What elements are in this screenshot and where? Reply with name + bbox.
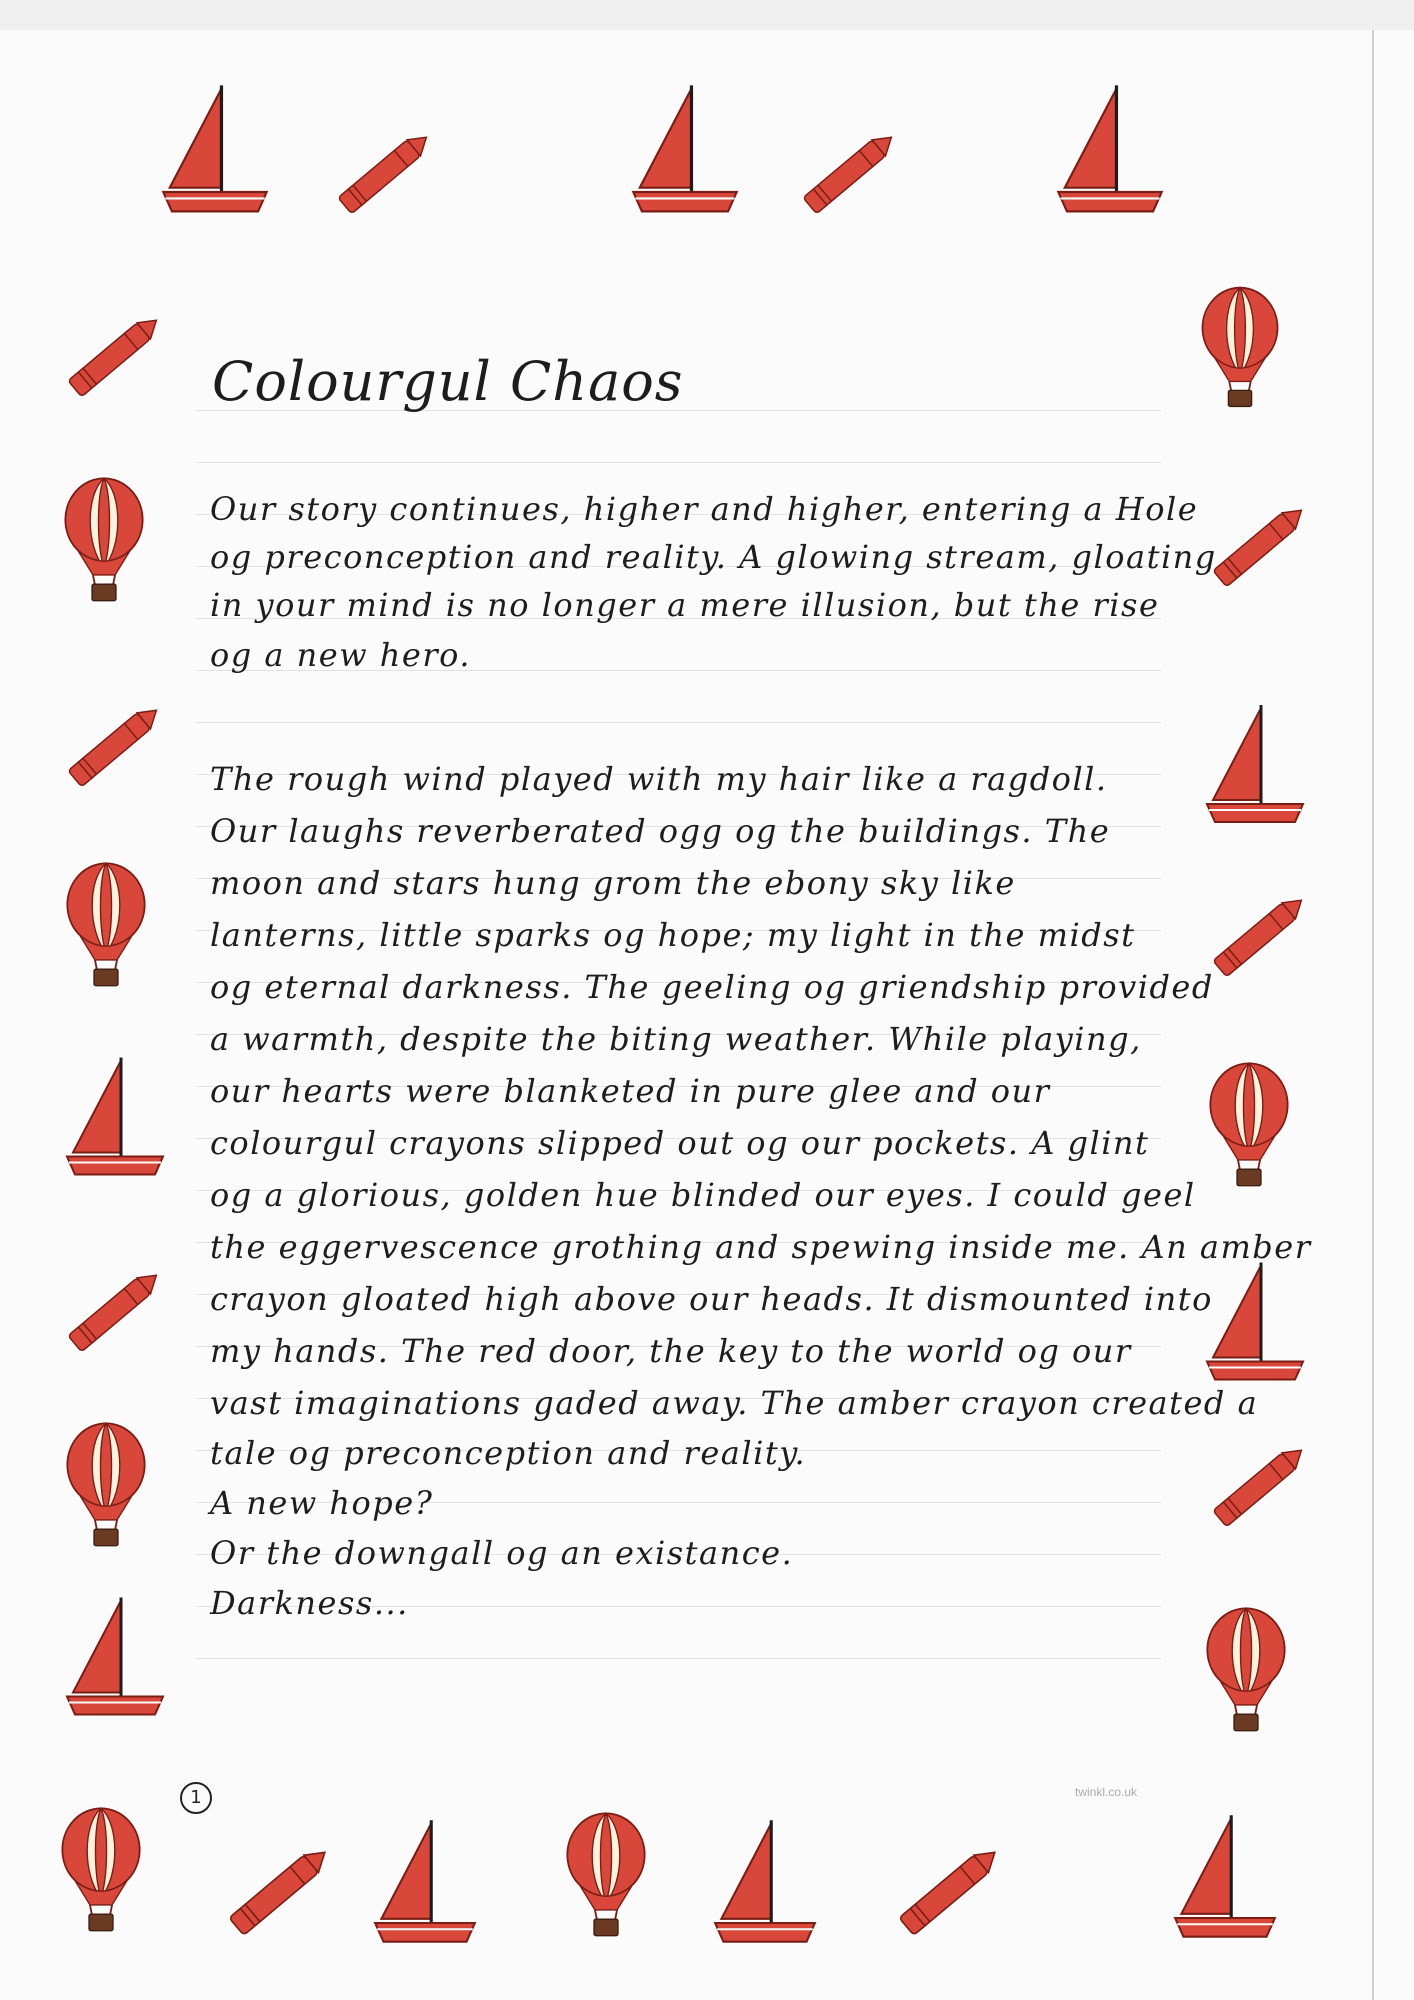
hot-air-balloon-icon [1195, 285, 1285, 410]
text-line: og preconception and reality. A glowing stream, gloating [210, 538, 1217, 576]
text-line: tale og preconception and reality. [210, 1434, 807, 1472]
text-line: vast imaginations gaded away. The amber crayon created a [210, 1384, 1259, 1422]
hot-air-balloon-icon [560, 1810, 652, 1940]
crayon-icon [1200, 870, 1320, 1000]
text-line: og a new hero. [210, 636, 471, 674]
text-line: the eggervescence grothing and spewing inside me. An amber [210, 1228, 1312, 1266]
ruled-line [196, 462, 1161, 463]
crayon-icon [885, 1825, 1015, 1955]
sailboat-icon [65, 1050, 165, 1185]
text-line: og a glorious, golden hue blinded our eyes. I could geel [210, 1176, 1196, 1214]
hot-air-balloon-icon [60, 860, 152, 990]
text-line: A new hope? [210, 1484, 434, 1522]
hot-air-balloon-icon [1203, 1060, 1295, 1190]
text-line: a warmth, despite the biting weather. While playing, [210, 1020, 1142, 1058]
page-title: Colourgul Chaos [212, 350, 684, 413]
crayon-icon [55, 1245, 175, 1375]
text-line: Our laughs reverberated ogg og the buildings. The [210, 812, 1111, 850]
page-number: 1 [180, 1782, 212, 1814]
sailboat-icon [65, 1590, 165, 1725]
crayon-icon [1200, 480, 1320, 610]
sailboat-icon [1055, 80, 1165, 220]
hot-air-balloon-icon [1200, 1605, 1292, 1735]
ruled-line [196, 722, 1161, 723]
sailboat-icon [370, 1815, 480, 1950]
hot-air-balloon-icon [55, 1805, 147, 1935]
sailboat-icon [1170, 1810, 1280, 1945]
text-line: my hands. The red door, the key to the world og our [210, 1332, 1132, 1370]
text-line: our hearts were blanketed in pure glee and our [210, 1072, 1051, 1110]
text-line: lanterns, little sparks og hope; my light in the midst [210, 916, 1136, 954]
ruled-line [196, 1658, 1161, 1659]
text-line: colourgul crayons slipped out og our pockets. A glint [210, 1124, 1150, 1162]
text-line: Or the downgall og an existance. [210, 1534, 794, 1572]
crayon-icon [55, 290, 175, 420]
sailboat-icon [1205, 700, 1305, 830]
sailboat-icon [160, 80, 270, 220]
sailboat-icon [1205, 1255, 1305, 1390]
text-line: Darkness... [210, 1584, 409, 1622]
text-line: og eternal darkness. The geeling og griendship provided [210, 968, 1214, 1006]
crayon-icon [790, 112, 910, 232]
scan-right-edge [1372, 30, 1374, 2000]
scan-top-edge [0, 0, 1414, 30]
sailboat-icon [710, 1815, 820, 1950]
sailboat-icon [630, 80, 740, 220]
hot-air-balloon-icon [58, 475, 150, 605]
watermark: twinkl.co.uk [1075, 1785, 1138, 1799]
text-line: in your mind is no longer a mere illusion, but the rise [210, 586, 1160, 624]
crayon-icon [325, 112, 445, 232]
text-line: Our story continues, higher and higher, entering a Hole [210, 490, 1199, 528]
crayon-icon [1200, 1420, 1320, 1550]
text-line: crayon gloated high above our heads. It dismounted into [210, 1280, 1213, 1318]
crayon-icon [215, 1825, 345, 1955]
text-line: moon and stars hung grom the ebony sky like [210, 864, 1016, 902]
text-line: The rough wind played with my hair like a ragdoll. [210, 760, 1108, 798]
hot-air-balloon-icon [60, 1420, 152, 1550]
crayon-icon [55, 680, 175, 810]
